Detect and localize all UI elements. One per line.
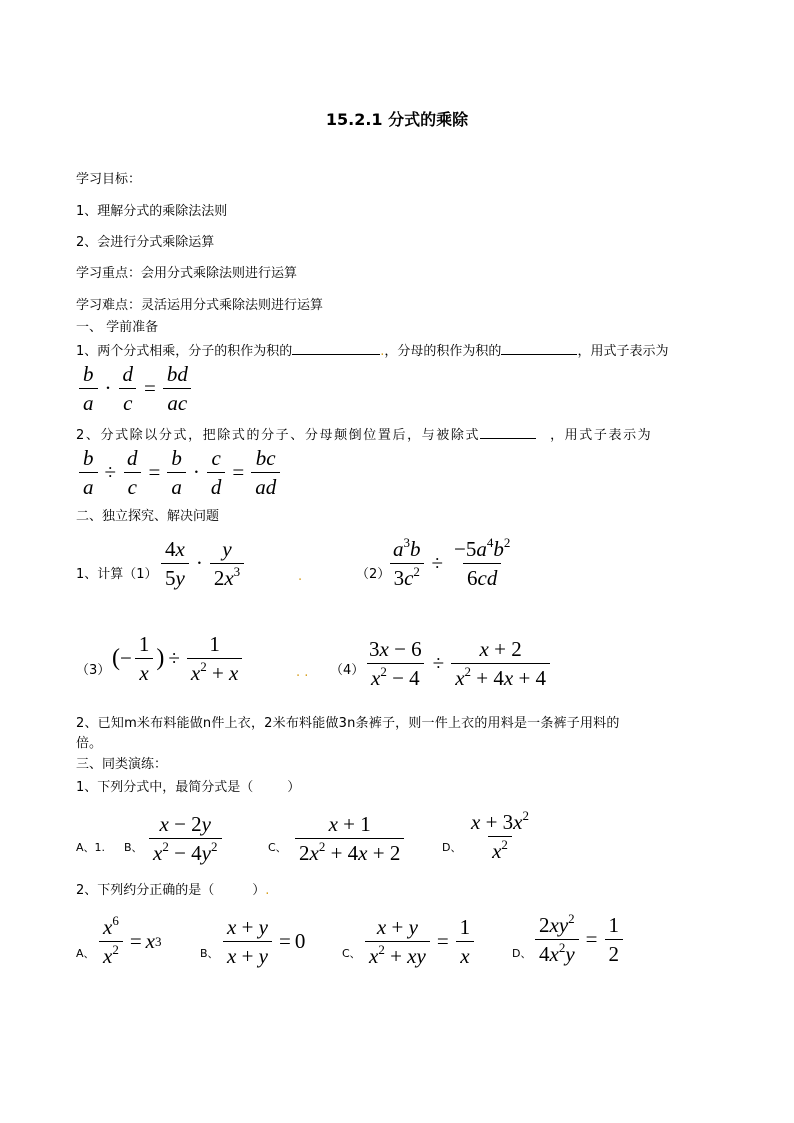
problem-2-line-2: 倍。 [76, 736, 103, 751]
mc-2-option-d-expr: $\frac{2xy^2}{4x^2y}$ = $\frac{1}{2}$ [532, 913, 626, 966]
expr-calc-1: $\frac{4x}{5y}$ · $\frac{y}{2x^3}$ [158, 537, 247, 590]
mc-1-option-b-label: B、 [124, 841, 143, 854]
mc-2-option-b-label: B、 [200, 947, 219, 960]
mark-dot: . [298, 569, 303, 584]
expr-calc-2: $\frac{a^3b}{3c^2}$ ÷ $\frac{-5a^4b^2}{6cd}$ [386, 537, 517, 590]
question-2-line [76, 425, 652, 444]
calc-3-label: （3） [76, 663, 111, 678]
mc-2-option-c-expr: $\frac{x + y}{x^2 + xy}$ = $\frac{1}{x}$ [362, 915, 477, 968]
mc-2-option-b-expr: $\frac{x + y}{x + y}$ = 0 [220, 915, 305, 968]
mc-1-question-text: 1、下列分式中，最简分式是（ [76, 780, 254, 795]
question-1-line [76, 341, 668, 360]
calc-2-label: （2） [356, 567, 391, 582]
mc-1-answer-blank[interactable] [253, 778, 287, 791]
objective-1: 1、理解分式的乘除法法则 [76, 204, 228, 219]
mc-1-option-d-expr: $\frac{x + 3x^2}{x^2}$ [471, 808, 529, 863]
objectives-heading: 学习目标： [76, 172, 142, 187]
mc-2-option-c-label: C、 [342, 947, 361, 960]
mc-2-close: ） [252, 883, 266, 898]
mc-2-option-d-label: D、 [512, 947, 532, 960]
mark-dot: . . [296, 665, 309, 680]
q2-text-b: ，用式子表示为 [550, 428, 653, 443]
mc-1-close: ） [287, 780, 301, 795]
page-title: 15.2.1 分式的乘除 [325, 110, 469, 129]
objective-2: 2、会进行分式乘除运算 [76, 235, 215, 250]
q1-blank-denominator[interactable] [501, 341, 577, 355]
q2-text-a: 2、分式除以分式，把除式的分子、分母颠倒位置后，与被除式 [76, 428, 481, 443]
section-1-heading: 一、 学前准备 [76, 320, 159, 335]
mc-1-option-c-expr: $\frac{x + 1}{2x^2 + 4x + 2}$ [292, 812, 407, 865]
mark-dot: . [265, 883, 270, 898]
mc-2-answer-blank[interactable] [214, 881, 252, 894]
q1-blank-numerator[interactable] [292, 341, 380, 355]
section-3-heading: 三、同类演练： [76, 757, 168, 772]
q1-text-c: ，用式子表示为 [577, 344, 669, 359]
mc-1-question [76, 778, 300, 796]
calc-1-label: 1、计算（1） [76, 567, 158, 582]
mc-1-option-c-label: C、 [268, 841, 287, 854]
problem-2-line-1: 2、已知m米布料能做n件上衣，2米布料能做3n条裤子，则一件上衣的用料是一条裤子用料的 [76, 716, 620, 731]
mark-dot: . [380, 344, 385, 359]
difficulty-point: 学习难点：灵活运用分式乘除法则进行运算 [76, 298, 324, 313]
q1-text-a: 1、两个分式相乘，分子的积作为积的 [76, 344, 293, 359]
key-point: 学习重点：会用分式乘除法则进行运算 [76, 266, 298, 281]
q2-blank[interactable] [480, 425, 536, 439]
mc-2-question-text: 2、下列约分正确的是（ [76, 883, 215, 898]
expr-calc-4: $\frac{3x - 6}{x^2 - 4}$ ÷ $\frac{x + 2}{x^2 + 4x + 4}$ [362, 637, 553, 690]
expr-calc-3: ( − $\frac{1}{x}$ ) ÷ $\frac{1}{x^2 + x}$ [112, 632, 245, 685]
q1-text-b: ，分母的积作为积的 [384, 344, 502, 359]
mc-2-option-a-label: A、 [76, 947, 95, 960]
formula-multiplication-rule: $\frac{b}{a}$ · $\frac{d}{c}$ = $\frac{bd}{ac}$ [76, 362, 195, 415]
mc-1-option-b-expr: $\frac{x - 2y}{x^2 - 4y^2}$ [146, 812, 225, 865]
mc-1-option-a: A、1. [76, 841, 106, 854]
mc-1-option-d-label: D、 [442, 841, 462, 854]
mc-2-option-a-expr: $\frac{x^6}{x^2}$ = x 3 [96, 915, 162, 968]
section-2-heading: 二、独立探究、解决问题 [76, 509, 220, 524]
formula-division-rule: $\frac{b}{a}$ ÷ $\frac{d}{c}$ = $\frac{b}{a}$ · $\frac{c}{d}$ = $\frac{bc}{ad}$ [76, 446, 283, 499]
calc-4-label: （4） [330, 663, 365, 678]
mc-2-question [76, 881, 269, 899]
